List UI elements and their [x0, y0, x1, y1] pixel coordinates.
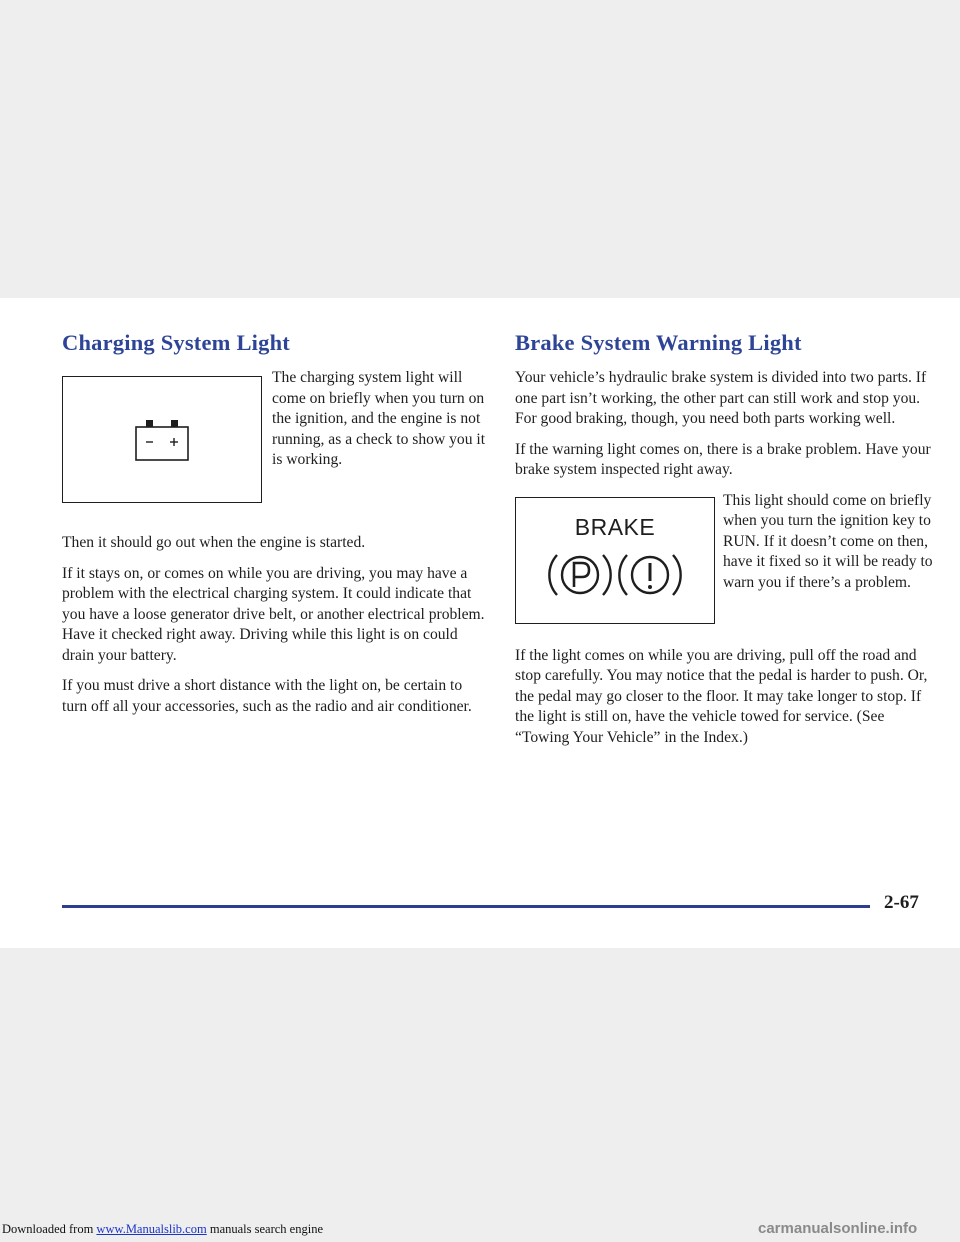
- brake-light-figure: [515, 497, 715, 624]
- brake-figure-text: This light should come on briefly when you turn the ignition key to RUN. If it doesn’t come on then, have it fixed so it will be ready to warn you if there’s a problem.: [723, 491, 933, 591]
- brake-warning-icon: [619, 555, 680, 595]
- download-suffix: manuals search engine: [206, 1222, 323, 1236]
- battery-icon: [134, 417, 190, 463]
- brake-paragraph-1: Your vehicle’s hydraulic brake system is divided into two parts. If one part isn’t working, the other part can still work and stop you. For good braking, though, you need both parts working well.: [515, 369, 927, 427]
- brake-system-section: [515, 330, 940, 758]
- charging-figure-row: [62, 368, 487, 503]
- parking-brake-icon: [549, 555, 610, 595]
- brake-paragraph-3: If the light comes on while you are driving, pull off the road and stop carefully. You may notice that the pedal is harder to push. Or, the pedal may go closer to the floor. It may take longer to stop. If the light is still on, have the vehicle towed for service. (See “Towing Your Vehicle” in the Index.): [515, 646, 928, 746]
- charging-light-figure: [62, 376, 262, 503]
- download-prefix: Downloaded from: [2, 1222, 97, 1236]
- brake-figure-row: [515, 491, 940, 624]
- download-notice: [2, 1222, 323, 1237]
- charging-paragraph-1: Then it should go out when the engine is started.: [62, 534, 366, 551]
- charging-system-section: [62, 330, 487, 727]
- footer-rule: [62, 905, 870, 908]
- charging-system-heading: Charging System Light: [62, 330, 290, 355]
- watermark: carmanualsonline.info: [758, 1220, 918, 1237]
- charging-paragraph-2: If it stays on, or comes on while you are driving, you may have a problem with the electrical charging system. It could indicate that you have a loose generator drive belt, or another electrical problem. Have it checked right away. Driving while this light is on could drain your battery.: [62, 564, 485, 664]
- manualslib-link[interactable]: www.Manualslib.com: [96, 1222, 207, 1236]
- brake-paragraph-2: If the warning light comes on, there is a brake problem. Have your brake system inspected right away.: [515, 440, 931, 478]
- charging-figure-text: The charging system light will come on briefly when you turn on the ignition, and the engine is not running, as a check to show you it is working.: [272, 369, 486, 468]
- page-number: 2-67: [884, 892, 919, 913]
- brake-system-heading: Brake System Warning Light: [515, 330, 802, 355]
- charging-paragraph-3: If you must drive a short distance with the light on, be certain to turn off all your accessories, such as the radio and air conditioner.: [62, 677, 472, 715]
- brake-label: BRAKE: [574, 513, 656, 540]
